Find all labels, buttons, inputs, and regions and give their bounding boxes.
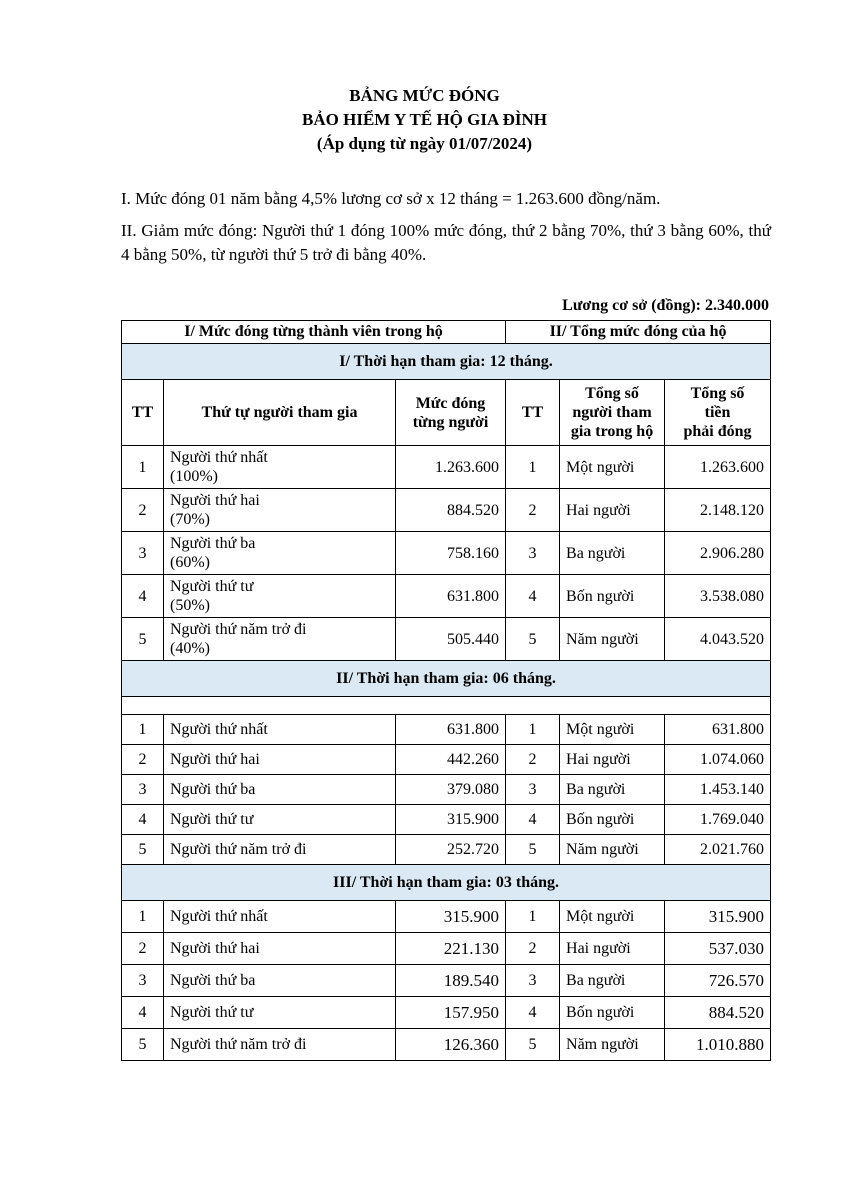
table-row [122, 901, 771, 933]
col-total [665, 380, 771, 446]
col-count-l2: người tham [572, 404, 652, 421]
cell-total: 3.538.080 [665, 575, 771, 618]
cell-tt: 3 [122, 965, 164, 997]
document-title [0, 84, 849, 156]
col-total-l3: phải đóng [683, 423, 752, 440]
cell-name [164, 489, 396, 532]
cell-tt2: 2 [506, 489, 560, 532]
cell-total: 315.900 [665, 901, 771, 933]
cell-pct: (50%) [170, 597, 210, 614]
cell-tt: 2 [122, 745, 164, 775]
cell-amount: 631.800 [396, 575, 506, 618]
cell-tt2: 4 [506, 997, 560, 1029]
blank-row [122, 697, 771, 715]
cell-amount: 442.260 [396, 745, 506, 775]
table-row [122, 933, 771, 965]
base-salary: Lương cơ sở (đồng): 2.340.000 [562, 297, 769, 314]
table-row [122, 965, 771, 997]
cell-tt: 3 [122, 775, 164, 805]
cell-total: 2.906.280 [665, 532, 771, 575]
intro-paragraph-1: I. Mức đóng 01 năm bằng 4,5% lương cơ sở x 12 tháng = 1.263.600 đồng/năm. [121, 189, 661, 208]
col-rate-l1: Mức đóng [415, 394, 486, 412]
cell-count: Một người [560, 446, 665, 489]
cell-tt: 2 [122, 489, 164, 532]
section-title: II/ Thời hạn tham gia: 06 tháng. [122, 661, 771, 697]
col-order [164, 380, 396, 446]
table-row [122, 805, 771, 835]
cell-name: Người thứ tư [164, 805, 396, 835]
section-title: III/ Thời hạn tham gia: 03 tháng. [122, 865, 771, 901]
cell-tt: 5 [122, 618, 164, 661]
title-line-3: (Áp dụng từ ngày 01/07/2024) [316, 134, 533, 153]
cell-tt: 1 [122, 715, 164, 745]
cell-name [164, 575, 396, 618]
right-group-header: II/ Tổng mức đóng của hộ [506, 321, 771, 344]
col-tt: TT [122, 380, 164, 446]
cell-count: Ba người [560, 532, 665, 575]
cell-name: Người thứ nhất [164, 715, 396, 745]
cell-name [164, 618, 396, 661]
cell-amount: 379.080 [396, 775, 506, 805]
table-row [122, 715, 771, 745]
cell-tt2: 4 [506, 805, 560, 835]
cell-name: Người thứ ba [164, 775, 396, 805]
col-order-text: Thứ tự người tham gia [201, 404, 358, 421]
cell-tt2: 3 [506, 965, 560, 997]
cell-total: 1.453.140 [665, 775, 771, 805]
section-header [122, 661, 771, 697]
cell-total: 726.570 [665, 965, 771, 997]
cell-amount: 157.950 [396, 997, 506, 1029]
blank-cell [122, 697, 771, 715]
table-row [122, 489, 771, 532]
cell-tt2: 4 [506, 575, 560, 618]
col-count [560, 380, 665, 446]
cell-amount: 1.263.600 [396, 446, 506, 489]
table-row [122, 532, 771, 575]
col-rate [396, 380, 506, 446]
cell-name-text: Người thứ nhất [170, 449, 268, 466]
cell-count: Năm người [560, 835, 665, 865]
cell-name: Người thứ hai [164, 745, 396, 775]
contribution-table [121, 320, 771, 1061]
cell-tt2: 1 [506, 715, 560, 745]
col-count-l1: Tổng số [585, 385, 639, 402]
cell-amount: 884.520 [396, 489, 506, 532]
cell-pct: (40%) [170, 640, 210, 657]
cell-count: Bốn người [560, 997, 665, 1029]
cell-name-text: Người thứ tư [170, 578, 254, 595]
cell-amount: 758.160 [396, 532, 506, 575]
cell-amount: 315.900 [396, 901, 506, 933]
table-row [122, 446, 771, 489]
cell-tt: 4 [122, 575, 164, 618]
col-count-l3: gia trong hộ [570, 423, 654, 440]
cell-tt2: 5 [506, 835, 560, 865]
cell-count: Năm người [560, 1029, 665, 1061]
cell-tt2: 2 [506, 745, 560, 775]
column-header-row [122, 380, 771, 446]
cell-count: Một người [560, 715, 665, 745]
cell-pct: (100%) [170, 468, 218, 485]
table-group-header [122, 321, 771, 344]
cell-tt: 1 [122, 446, 164, 489]
left-group-header: I/ Mức đóng từng thành viên trong hộ [122, 321, 506, 344]
cell-tt2: 5 [506, 618, 560, 661]
cell-name: Người thứ hai [164, 933, 396, 965]
cell-name: Người thứ tư [164, 997, 396, 1029]
cell-name-text: Người thứ năm trở đi [170, 621, 307, 638]
cell-tt: 4 [122, 805, 164, 835]
cell-name: Người thứ năm trở đi [164, 1029, 396, 1061]
cell-pct: (70%) [170, 511, 210, 528]
cell-amount: 252.720 [396, 835, 506, 865]
cell-tt: 1 [122, 901, 164, 933]
cell-name-text: Người thứ ba [170, 535, 256, 552]
section-header [122, 865, 771, 901]
cell-tt2: 2 [506, 933, 560, 965]
cell-amount: 505.440 [396, 618, 506, 661]
cell-tt: 3 [122, 532, 164, 575]
title-line-2: BẢO HIỂM Y TẾ HỘ GIA ĐÌNH [302, 110, 547, 129]
cell-count: Bốn người [560, 575, 665, 618]
cell-total: 1.074.060 [665, 745, 771, 775]
cell-tt: 4 [122, 997, 164, 1029]
cell-total: 1.263.600 [665, 446, 771, 489]
cell-total: 1.010.880 [665, 1029, 771, 1061]
cell-total: 631.800 [665, 715, 771, 745]
col-total-l2: tiền [704, 404, 731, 421]
cell-name-text: Người thứ hai [170, 492, 260, 509]
cell-total: 884.520 [665, 997, 771, 1029]
cell-count: Một người [560, 901, 665, 933]
cell-pct: (60%) [170, 554, 210, 571]
section-title: I/ Thời hạn tham gia: 12 tháng. [122, 344, 771, 380]
section-header [122, 344, 771, 380]
cell-tt: 5 [122, 1029, 164, 1061]
cell-tt2: 1 [506, 446, 560, 489]
cell-tt: 2 [122, 933, 164, 965]
cell-amount: 631.800 [396, 715, 506, 745]
table-row [122, 997, 771, 1029]
table-row [122, 575, 771, 618]
cell-total: 537.030 [665, 933, 771, 965]
cell-total: 4.043.520 [665, 618, 771, 661]
intro-paragraph-2: II. Giảm mức đóng: Người thứ 1 đóng 100% mức đóng, thứ 2 bằng 70%, thứ 3 bằng 60%, thứ 4 bằng 50%, từ người thứ 5 trở đi bằng 40%. [121, 221, 771, 264]
table-row [122, 835, 771, 865]
cell-name: Người thứ ba [164, 965, 396, 997]
table-row [122, 775, 771, 805]
col-tt2: TT [506, 380, 560, 446]
title-line-1: BẢNG MỨC ĐÓNG [349, 86, 500, 105]
cell-count: Năm người [560, 618, 665, 661]
cell-name: Người thứ nhất [164, 901, 396, 933]
cell-count: Ba người [560, 965, 665, 997]
col-total-l1: Tổng số [690, 385, 745, 402]
cell-name [164, 446, 396, 489]
cell-count: Hai người [560, 745, 665, 775]
col-rate-l2: từng người [412, 413, 489, 431]
table-row [122, 1029, 771, 1061]
cell-name [164, 532, 396, 575]
cell-count: Ba người [560, 775, 665, 805]
cell-amount: 189.540 [396, 965, 506, 997]
cell-tt2: 5 [506, 1029, 560, 1061]
cell-count: Bốn người [560, 805, 665, 835]
cell-tt: 5 [122, 835, 164, 865]
cell-total: 2.148.120 [665, 489, 771, 532]
cell-amount: 126.360 [396, 1029, 506, 1061]
cell-tt2: 3 [506, 775, 560, 805]
table-row [122, 745, 771, 775]
cell-count: Hai người [560, 933, 665, 965]
cell-amount: 315.900 [396, 805, 506, 835]
cell-tt2: 1 [506, 901, 560, 933]
cell-tt2: 3 [506, 532, 560, 575]
cell-total: 1.769.040 [665, 805, 771, 835]
table-row [122, 618, 771, 661]
cell-count: Hai người [560, 489, 665, 532]
cell-name: Người thứ năm trở đi [164, 835, 396, 865]
cell-total: 2.021.760 [665, 835, 771, 865]
cell-amount: 221.130 [396, 933, 506, 965]
